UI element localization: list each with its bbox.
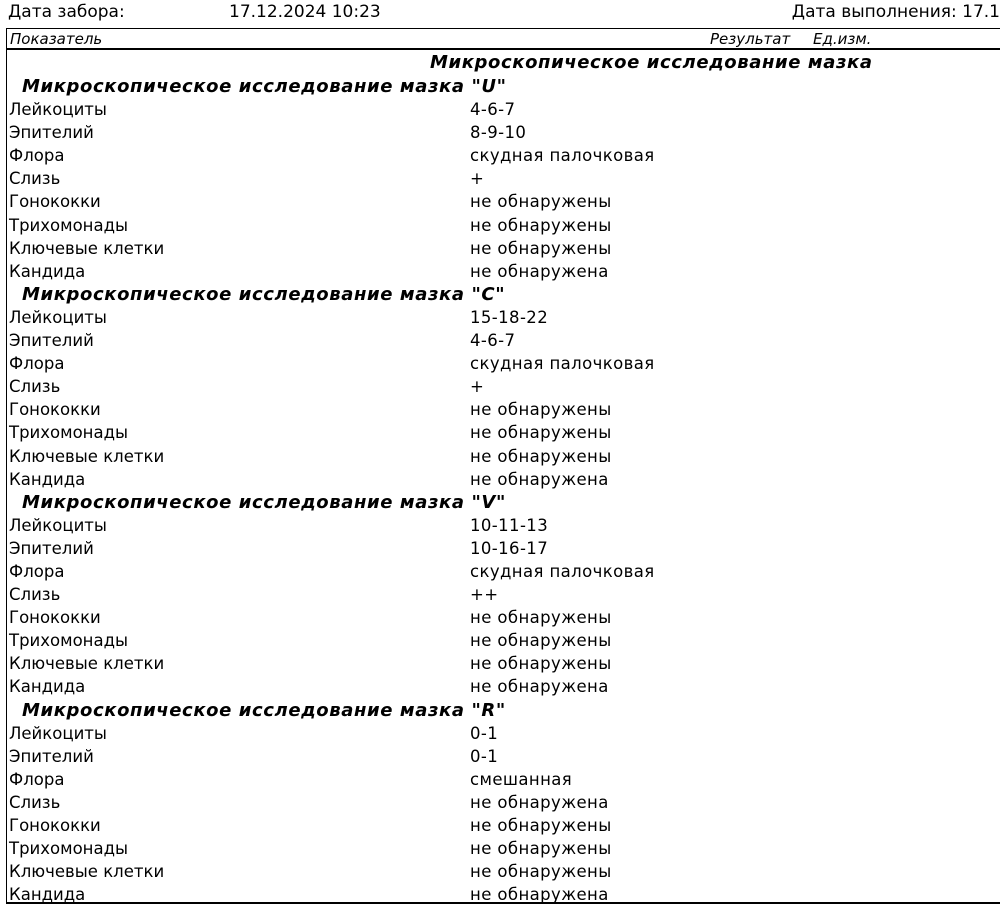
table-row	[7, 537, 1000, 560]
table-row	[7, 722, 1000, 745]
table-row	[7, 675, 1000, 698]
result-value: не обнаружены	[470, 631, 612, 651]
table-row	[7, 514, 1000, 537]
result-value: 15-18-22	[470, 307, 549, 327]
table-row	[7, 860, 1000, 883]
indicator-name: Гонококки	[9, 192, 101, 212]
table-row	[7, 468, 1000, 491]
section-title	[7, 491, 1000, 514]
indicator-name: Ключевые клетки	[9, 862, 165, 882]
table-row	[7, 837, 1000, 860]
result-value: 8-9-10	[470, 123, 527, 143]
table-row	[7, 260, 1000, 283]
column-result: Результат	[710, 30, 791, 48]
result-value: не обнаружена	[470, 261, 609, 281]
result-value: 10-16-17	[470, 538, 549, 558]
collection-date-label: Дата забора:	[8, 2, 125, 22]
table-row	[7, 883, 1000, 906]
indicator-name: Эпителий	[9, 746, 94, 766]
indicator-name: Лейкоциты	[9, 100, 107, 120]
table-row	[7, 398, 1000, 421]
column-unit: Ед.изм.	[813, 30, 872, 48]
column-indicator: Показатель	[10, 30, 103, 48]
section-title-text: Микроскопическое исследование мазка "R"	[22, 699, 506, 721]
result-value: не обнаружена	[470, 885, 609, 905]
result-value: +	[470, 169, 485, 189]
section-title-text: Микроскопическое исследование мазка "U"	[22, 76, 507, 97]
section-title	[7, 699, 1000, 722]
table-row	[7, 306, 1000, 329]
result-value: 10-11-13	[470, 515, 549, 535]
indicator-name: Эпителий	[9, 123, 94, 143]
indicator-name: Кандида	[9, 885, 86, 905]
section-title-text: Микроскопическое исследование мазка "V"	[22, 491, 506, 513]
column-header	[7, 29, 1000, 50]
indicator-name: Гонококки	[9, 608, 101, 628]
indicator-name: Трихомонады	[9, 423, 129, 443]
result-value: ++	[470, 585, 499, 605]
table-body	[7, 75, 1000, 906]
indicator-name: Ключевые клетки	[9, 654, 165, 674]
result-value: не обнаружены	[470, 423, 612, 443]
result-value: не обнаружены	[470, 862, 612, 882]
table-row	[7, 352, 1000, 375]
table-row	[7, 791, 1000, 814]
table-row	[7, 98, 1000, 121]
result-value: 0-1	[470, 746, 499, 766]
result-value: смешанная	[470, 769, 573, 789]
indicator-name: Ключевые клетки	[9, 446, 165, 466]
execution-date: Дата выполнения: 17.1	[791, 2, 1000, 22]
report-header	[0, 0, 1000, 24]
table-row	[7, 121, 1000, 144]
indicator-name: Флора	[9, 769, 65, 789]
table-row	[7, 445, 1000, 468]
result-value: не обнаружены	[470, 839, 612, 859]
result-value: скудная палочковая	[470, 354, 655, 374]
table-row	[7, 745, 1000, 768]
section-title	[7, 75, 1000, 98]
section-title	[7, 283, 1000, 306]
result-value: +	[470, 377, 485, 397]
indicator-name: Трихомонады	[9, 839, 129, 859]
table-row	[7, 329, 1000, 352]
table-row	[7, 167, 1000, 190]
table-row	[7, 814, 1000, 837]
indicator-name: Трихомонады	[9, 215, 129, 235]
indicator-name: Слизь	[9, 792, 61, 812]
result-value: скудная палочковая	[470, 561, 655, 581]
table-row	[7, 237, 1000, 260]
indicator-name: Лейкоциты	[9, 515, 107, 535]
collection-date-value: 17.12.2024 10:23	[229, 2, 381, 22]
results-table	[6, 28, 1000, 904]
table-row	[7, 421, 1000, 444]
result-value: не обнаружена	[470, 677, 609, 697]
indicator-name: Эпителий	[9, 331, 94, 351]
result-value: не обнаружена	[470, 469, 609, 489]
indicator-name: Слизь	[9, 585, 61, 605]
indicator-name: Флора	[9, 561, 65, 581]
result-value: не обнаружены	[470, 654, 612, 674]
result-value: не обнаружены	[470, 192, 612, 212]
result-value: не обнаружена	[470, 792, 609, 812]
indicator-name: Гонококки	[9, 400, 101, 420]
table-row	[7, 583, 1000, 606]
table-row	[7, 560, 1000, 583]
table-row	[7, 214, 1000, 237]
indicator-name: Лейкоциты	[9, 723, 107, 743]
table-row	[7, 375, 1000, 398]
indicator-name: Слизь	[9, 377, 61, 397]
table-row	[7, 629, 1000, 652]
indicator-name: Гонококки	[9, 816, 101, 835]
indicator-name: Эпителий	[9, 538, 94, 558]
result-value: 4-6-7	[470, 331, 516, 351]
indicator-name: Кандида	[9, 677, 86, 697]
result-value: не обнаружены	[470, 446, 612, 466]
indicator-name: Трихомонады	[9, 631, 129, 651]
result-value: 0-1	[470, 723, 499, 743]
result-value: не обнаружены	[470, 816, 612, 835]
result-value: не обнаружены	[470, 608, 612, 628]
table-row	[7, 606, 1000, 629]
indicator-name: Кандида	[9, 261, 86, 281]
table-row	[7, 190, 1000, 213]
indicator-name: Лейкоциты	[9, 307, 107, 327]
main-title: Микроскопическое исследование мазка	[430, 52, 873, 73]
result-value: скудная палочковая	[470, 146, 655, 166]
table-row	[7, 144, 1000, 167]
indicator-name: Кандида	[9, 469, 86, 489]
indicator-name: Флора	[9, 146, 65, 166]
result-value: не обнаружены	[470, 215, 612, 235]
table-row	[7, 652, 1000, 675]
indicator-name: Ключевые клетки	[9, 238, 165, 258]
result-value: 4-6-7	[470, 100, 516, 120]
result-value: не обнаружены	[470, 238, 612, 258]
table-row	[7, 768, 1000, 791]
result-value: не обнаружены	[470, 400, 612, 420]
indicator-name: Слизь	[9, 169, 61, 189]
section-title-text: Микроскопическое исследование мазка "C"	[22, 283, 506, 305]
indicator-name: Флора	[9, 354, 65, 374]
